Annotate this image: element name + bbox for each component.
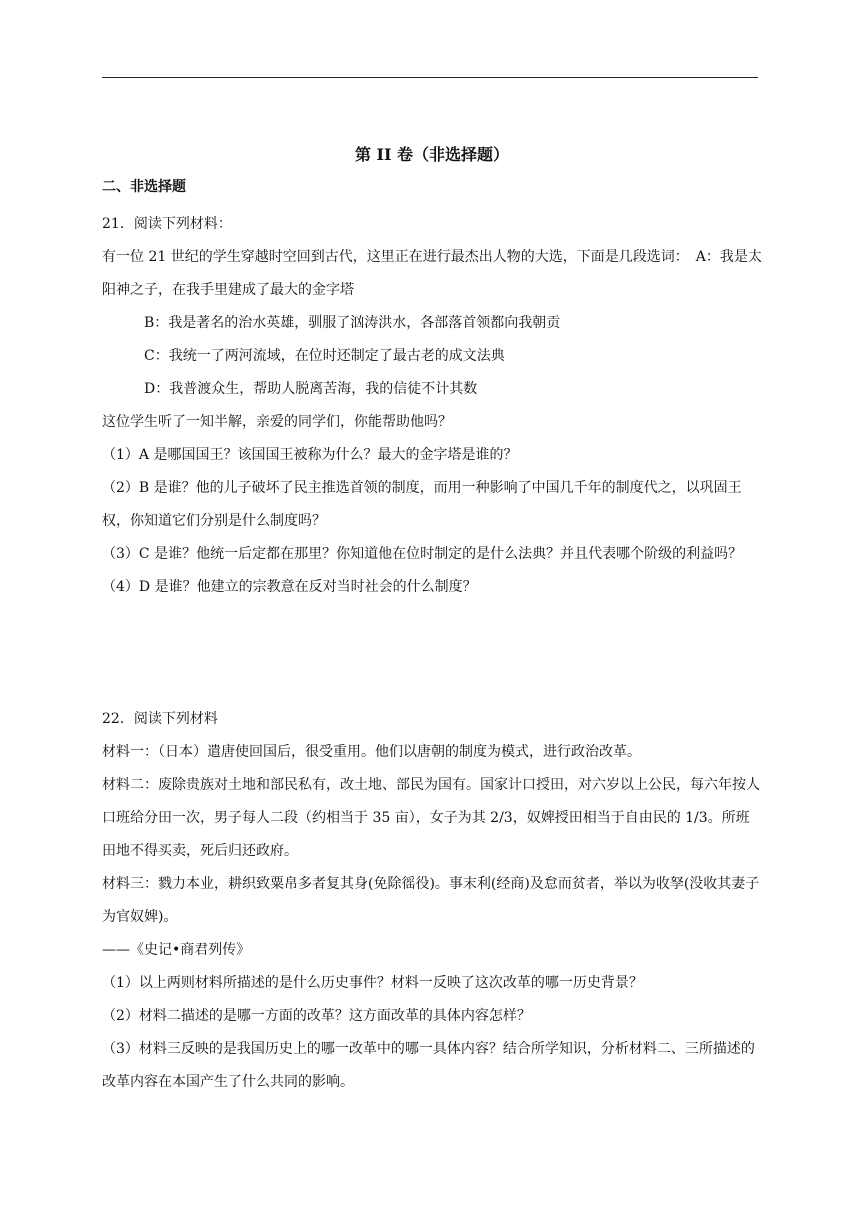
q21-sub-2: （2）B 是谁？他的儿子破坏了民主推选首领的制度，而用一种影响了中国几千年的制度代之，以巩固王权，你知道它们分别是什么制度吗？ <box>102 480 742 529</box>
q22-heading: 22．阅读下列材料 <box>102 711 218 727</box>
part-title: 第 II 卷（非选择题） <box>354 145 510 164</box>
q21-option-d: D：我普渡众生，帮助人脱离苦海，我的信徒不计其数 <box>144 381 478 397</box>
spacer <box>102 604 762 703</box>
q21-option-b: B：我是著名的治水英雄，驯服了汹涛洪水，各部落首领都向我朝贡 <box>144 315 561 331</box>
question-22 <box>102 703 762 1099</box>
q21-heading: 21．阅读下列材料： <box>102 216 232 232</box>
q22-material-1: 材料一：（日本）遣唐使回国后，很受重用。他们以唐朝的制度为模式，进行政治改革。 <box>102 744 641 760</box>
q22-sub-3: （3）材料三反映的是我国历史上的哪一改革中的哪一具体内容？结合所学知识，分析材料二、三所描述的改革内容在本国产生了什么共同的影响。 <box>102 1041 755 1090</box>
q21-sub-1: （1）A 是哪国国王？该国国王被称为什么？最大的金字塔是谁的？ <box>102 447 518 463</box>
q22-source: ——《史记•商君列传》 <box>102 942 251 958</box>
q22-material-2: 材料二：废除贵族对土地和部民私有，改土地、部民为国有。国家计口授田，对六岁以上公民，每六年按人口班给分田一次，男子每人二段（约相当于 35 亩），女子为其 2/3，奴婢授田相当于自由民的 1/3。所班田地不得买卖，死后归还政府。 <box>102 777 760 859</box>
q21-sub-3: （3）C 是谁？他统一后定都在那里？你知道他在位时制定的是什么法典？并且代表哪个阶级的利益吗？ <box>102 546 743 562</box>
document-body <box>102 144 762 1099</box>
q22-material-3: 材料三：戮力本业，耕织致粟帛多者复其身(免除徭役)。事末利(经商)及怠而贫者，举以为收孥(没收其妻子为官奴婢)。 <box>102 876 760 925</box>
q22-sub-1: （1）以上两则材料所描述的是什么历史事件？材料一反映了这次改革的哪一历史背景？ <box>102 975 643 991</box>
q21-ask: 这位学生听了一知半解，亲爱的同学们，你能帮助他吗？ <box>102 414 452 430</box>
q21-intro: 有一位 21 世纪的学生穿越时空回到古代，这里正在进行最杰出人物的大选，下面是几段选词： A：我是太阳神之子，在我手里建成了最大的金字塔 <box>102 249 762 298</box>
q22-sub-2: （2）材料二描述的是哪一方面的改革？这方面改革的具体内容怎样？ <box>102 1008 531 1024</box>
section-heading: 二、非选择题 <box>102 179 186 195</box>
q21-option-c: C：我统一了两河流域，在位时还制定了最古老的成文法典 <box>144 348 505 364</box>
q21-sub-4: （4）D 是谁？他建立的宗教意在反对当时社会的什么制度？ <box>102 579 477 595</box>
header-rule <box>102 77 758 78</box>
question-21 <box>102 208 762 604</box>
